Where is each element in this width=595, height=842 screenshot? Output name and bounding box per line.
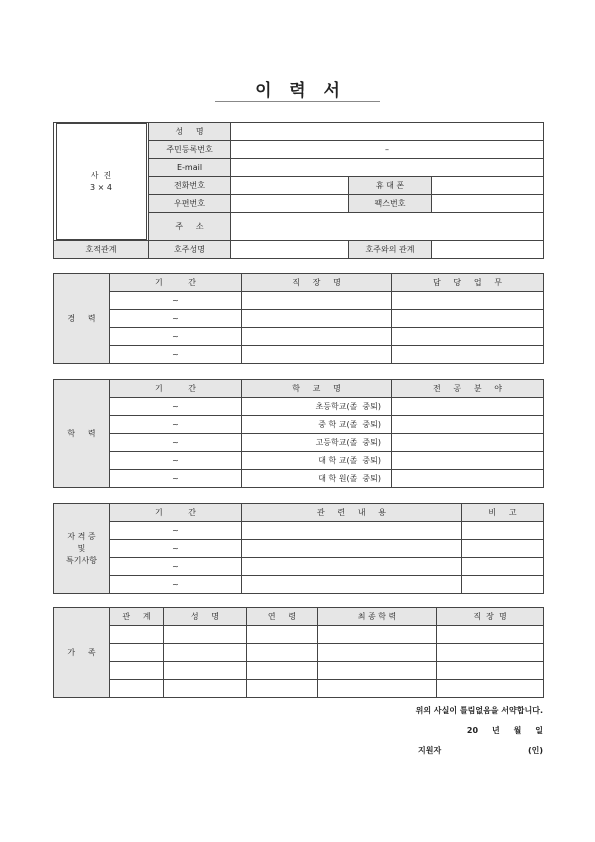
name-label: 성 명 bbox=[149, 123, 231, 141]
education-major-field[interactable] bbox=[392, 434, 544, 452]
education-period-field[interactable]: ~ bbox=[110, 470, 242, 488]
career-table bbox=[53, 273, 544, 364]
family-workplace-field[interactable] bbox=[437, 680, 544, 698]
career-duty-field[interactable] bbox=[392, 310, 544, 328]
certs-note-field[interactable] bbox=[462, 522, 544, 540]
family-name-field[interactable] bbox=[164, 662, 247, 680]
family-relation-label: 호적관계 bbox=[54, 241, 149, 259]
rrn-label: 주민등록번호 bbox=[149, 141, 231, 159]
career-duty-field[interactable] bbox=[392, 328, 544, 346]
family-age-field[interactable] bbox=[247, 680, 318, 698]
career-duty-field[interactable] bbox=[392, 292, 544, 310]
photo-box[interactable] bbox=[56, 123, 147, 240]
certs-period-field[interactable]: ~ bbox=[110, 540, 242, 558]
certs-header-period: 기 간 bbox=[110, 504, 242, 522]
career-period-field[interactable]: ~ bbox=[110, 292, 242, 310]
family-table bbox=[53, 607, 544, 698]
family-age-field[interactable] bbox=[247, 662, 318, 680]
photo-size-label: 3 × 4 bbox=[90, 182, 112, 192]
photo-area[interactable] bbox=[54, 123, 149, 241]
family-education-field[interactable] bbox=[318, 680, 437, 698]
education-major-field[interactable] bbox=[392, 398, 544, 416]
certs-content-field[interactable] bbox=[242, 522, 462, 540]
document-title: 이 력 서 bbox=[255, 81, 340, 101]
certs-note-field[interactable] bbox=[462, 576, 544, 594]
postal-field[interactable] bbox=[231, 195, 349, 213]
family-header-name: 성 명 bbox=[164, 608, 247, 626]
family-header-age: 연 령 bbox=[247, 608, 318, 626]
career-company-field[interactable] bbox=[242, 310, 392, 328]
rrn-field[interactable]: – bbox=[231, 141, 544, 159]
education-section-label: 학 력 bbox=[54, 380, 110, 488]
education-period-field[interactable]: ~ bbox=[110, 434, 242, 452]
email-field[interactable] bbox=[231, 159, 544, 177]
family-workplace-field[interactable] bbox=[437, 644, 544, 662]
certs-label-line1: 자 격 증 bbox=[67, 531, 96, 541]
education-school-field[interactable]: 고등학교(졸 중퇴) bbox=[242, 434, 392, 452]
mobile-field[interactable] bbox=[432, 177, 544, 195]
education-period-field[interactable]: ~ bbox=[110, 416, 242, 434]
address-label: 주 소 bbox=[149, 213, 231, 241]
career-section-label: 경 력 bbox=[54, 274, 110, 364]
certs-content-field[interactable] bbox=[242, 558, 462, 576]
education-major-field[interactable] bbox=[392, 416, 544, 434]
family-name-field[interactable] bbox=[164, 626, 247, 644]
head-relation-field[interactable] bbox=[432, 241, 544, 259]
career-period-field[interactable]: ~ bbox=[110, 328, 242, 346]
education-header-period: 기 간 bbox=[110, 380, 242, 398]
certs-header-note: 비 고 bbox=[462, 504, 544, 522]
applicant-label: 지원자 bbox=[418, 746, 442, 755]
certs-table bbox=[53, 503, 544, 594]
family-education-field[interactable] bbox=[318, 626, 437, 644]
certs-content-field[interactable] bbox=[242, 540, 462, 558]
career-header-duty: 담 당 업 무 bbox=[392, 274, 544, 292]
family-name-field[interactable] bbox=[164, 680, 247, 698]
head-relation-label: 호주와의 관계 bbox=[349, 241, 432, 259]
family-education-field[interactable] bbox=[318, 662, 437, 680]
education-school-field[interactable]: 초등학교(졸 중퇴) bbox=[242, 398, 392, 416]
mobile-label: 휴 대 폰 bbox=[349, 177, 432, 195]
education-header-major: 전 공 분 야 bbox=[392, 380, 544, 398]
personal-info-table bbox=[53, 122, 544, 259]
family-header-relation: 관 계 bbox=[110, 608, 164, 626]
phone-field[interactable] bbox=[231, 177, 349, 195]
head-name-field[interactable] bbox=[231, 241, 349, 259]
address-field[interactable] bbox=[231, 213, 544, 241]
education-school-field[interactable]: 대 학 교(졸 중퇴) bbox=[242, 452, 392, 470]
fax-label: 팩스번호 bbox=[349, 195, 432, 213]
career-period-field[interactable]: ~ bbox=[110, 310, 242, 328]
certs-note-field[interactable] bbox=[462, 540, 544, 558]
family-workplace-field[interactable] bbox=[437, 662, 544, 680]
email-label: E-mail bbox=[149, 159, 231, 177]
family-age-field[interactable] bbox=[247, 626, 318, 644]
certs-period-field[interactable]: ~ bbox=[110, 558, 242, 576]
family-education-field[interactable] bbox=[318, 644, 437, 662]
family-workplace-field[interactable] bbox=[437, 626, 544, 644]
certs-period-field[interactable]: ~ bbox=[110, 522, 242, 540]
family-relation-field[interactable] bbox=[110, 680, 164, 698]
career-company-field[interactable] bbox=[242, 292, 392, 310]
career-company-field[interactable] bbox=[242, 328, 392, 346]
career-period-field[interactable]: ~ bbox=[110, 346, 242, 364]
career-header-period: 기 간 bbox=[110, 274, 242, 292]
postal-label: 우편번호 bbox=[149, 195, 231, 213]
seal-label: (인) bbox=[527, 746, 543, 755]
family-relation-field[interactable] bbox=[110, 662, 164, 680]
certs-header-content: 관 련 내 용 bbox=[242, 504, 462, 522]
education-school-field[interactable]: 대 학 원(졸 중퇴) bbox=[242, 470, 392, 488]
certs-period-field[interactable]: ~ bbox=[110, 576, 242, 594]
certs-label-line3: 특기사항 bbox=[66, 555, 97, 565]
certs-content-field[interactable] bbox=[242, 576, 462, 594]
education-period-field[interactable]: ~ bbox=[110, 452, 242, 470]
title-underline bbox=[215, 101, 380, 102]
family-header-education: 최 종 학 력 bbox=[318, 608, 437, 626]
education-school-field[interactable]: 중 학 교(졸 중퇴) bbox=[242, 416, 392, 434]
career-company-field[interactable] bbox=[242, 346, 392, 364]
family-name-field[interactable] bbox=[164, 644, 247, 662]
name-field[interactable] bbox=[231, 123, 544, 141]
family-relation-field[interactable] bbox=[110, 626, 164, 644]
head-name-label: 호주성명 bbox=[149, 241, 231, 259]
career-header-company: 직 장 명 bbox=[242, 274, 392, 292]
certs-note-field[interactable] bbox=[462, 558, 544, 576]
family-relation-field[interactable] bbox=[110, 644, 164, 662]
education-header-school: 학 교 명 bbox=[242, 380, 392, 398]
education-table bbox=[53, 379, 544, 488]
career-duty-field[interactable] bbox=[392, 346, 544, 364]
date-line: 20 년 월 일 bbox=[466, 726, 543, 735]
family-header-workplace: 직 장 명 bbox=[437, 608, 544, 626]
education-major-field[interactable] bbox=[392, 452, 544, 470]
certs-label-line2: 및 bbox=[77, 543, 86, 553]
pledge-text: 위의 사실이 틀림없음을 서약합니다. bbox=[415, 706, 543, 715]
education-major-field[interactable] bbox=[392, 470, 544, 488]
fax-field[interactable] bbox=[432, 195, 544, 213]
family-section-label: 가 족 bbox=[54, 608, 110, 698]
certs-section-label bbox=[54, 504, 110, 594]
family-age-field[interactable] bbox=[247, 644, 318, 662]
education-period-field[interactable]: ~ bbox=[110, 398, 242, 416]
photo-label: 사 진 bbox=[90, 170, 112, 180]
phone-label: 전화번호 bbox=[149, 177, 231, 195]
